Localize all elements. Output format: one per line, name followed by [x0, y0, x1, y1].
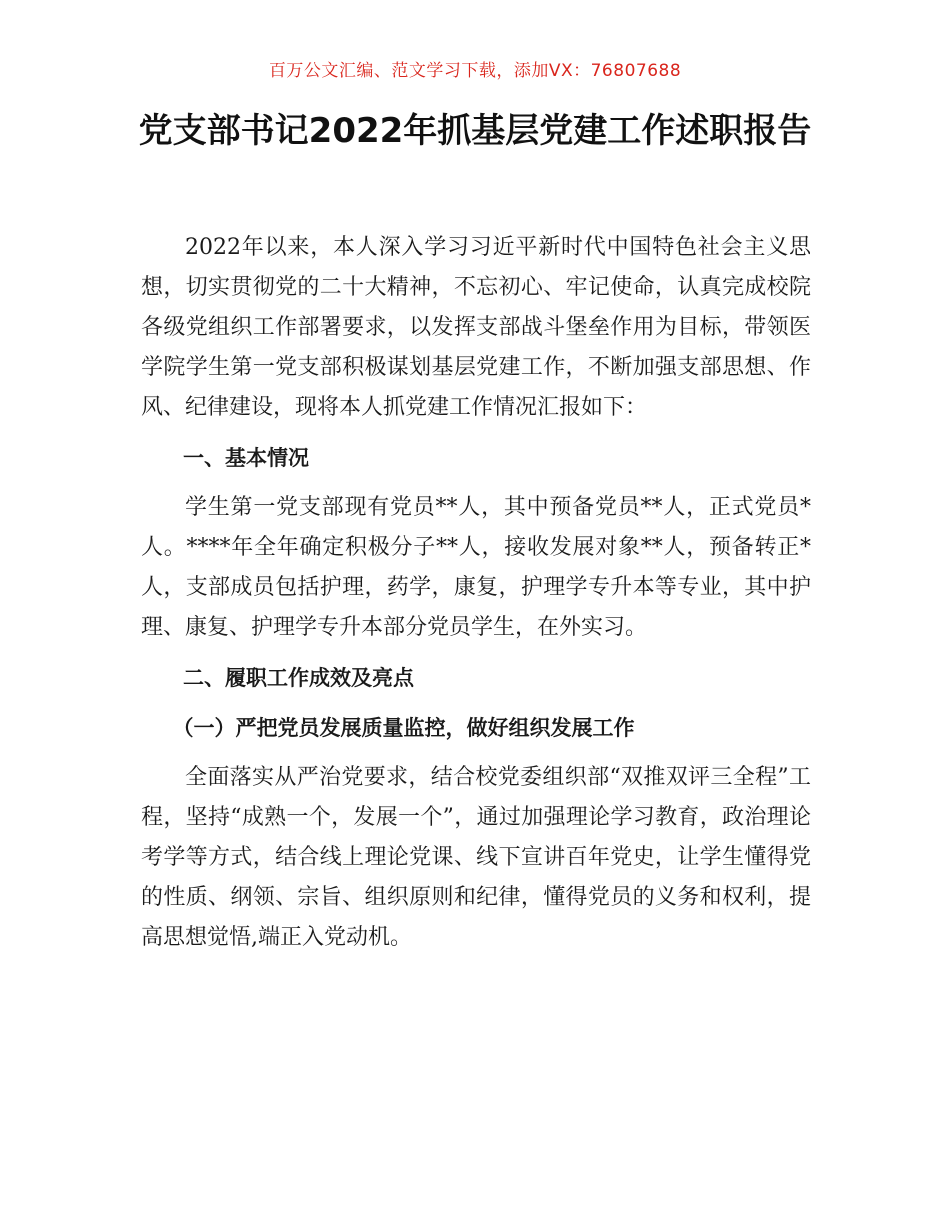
document-body	[141, 228, 811, 964]
document-title: 党支部书记2022年抓基层党建工作述职报告	[138, 111, 812, 151]
section-heading-basic: 一、基本情况	[183, 446, 309, 470]
subsection-heading-quality: （一）严把党员发展质量监控，做好组织发展工作	[172, 716, 635, 740]
watermark-text: 百万公文汇编、范文学习下载，添加VX：76807688	[268, 61, 682, 81]
section-heading-achievements: 二、履职工作成效及亮点	[183, 666, 414, 690]
intro-paragraph: 2022年以来，本人深入学习习近平新时代中国特色社会主义思想，切实贯彻党的二十大精神，不忘初心、牢记使命，认真完成校院各级党组织工作部署要求，以发挥支部战斗堡垒作用为目标，带领医学院学生第一党支部积极谋划基层党建工作，不断加强支部思想、作风、纪律建设，现将本人抓党建工作情况汇报如下：	[141, 235, 811, 420]
quality-control-paragraph: 全面落实从严治党要求，结合校党委组织部“双推双评三全程”工程，坚持“成熟一个，发展一个”，通过加强理论学习教育，政治理论考学等方式，结合线上理论党课、线下宣讲百年党史，让学生懂得党的性质、纲领、宗旨、组织原则和纪律，懂得党员的义务和权利，提高思想觉悟,端正入党动机。	[141, 765, 811, 950]
basic-situation-paragraph: 学生第一党支部现有党员**人，其中预备党员**人，正式党员*人。****年全年确定积极分子**人，接收发展对象**人，预备转正*人，支部成员包括护理，药学，康复，护理学专升本等专业，其中护理、康复、护理学专升本部分党员学生，在外实习。	[141, 495, 811, 640]
